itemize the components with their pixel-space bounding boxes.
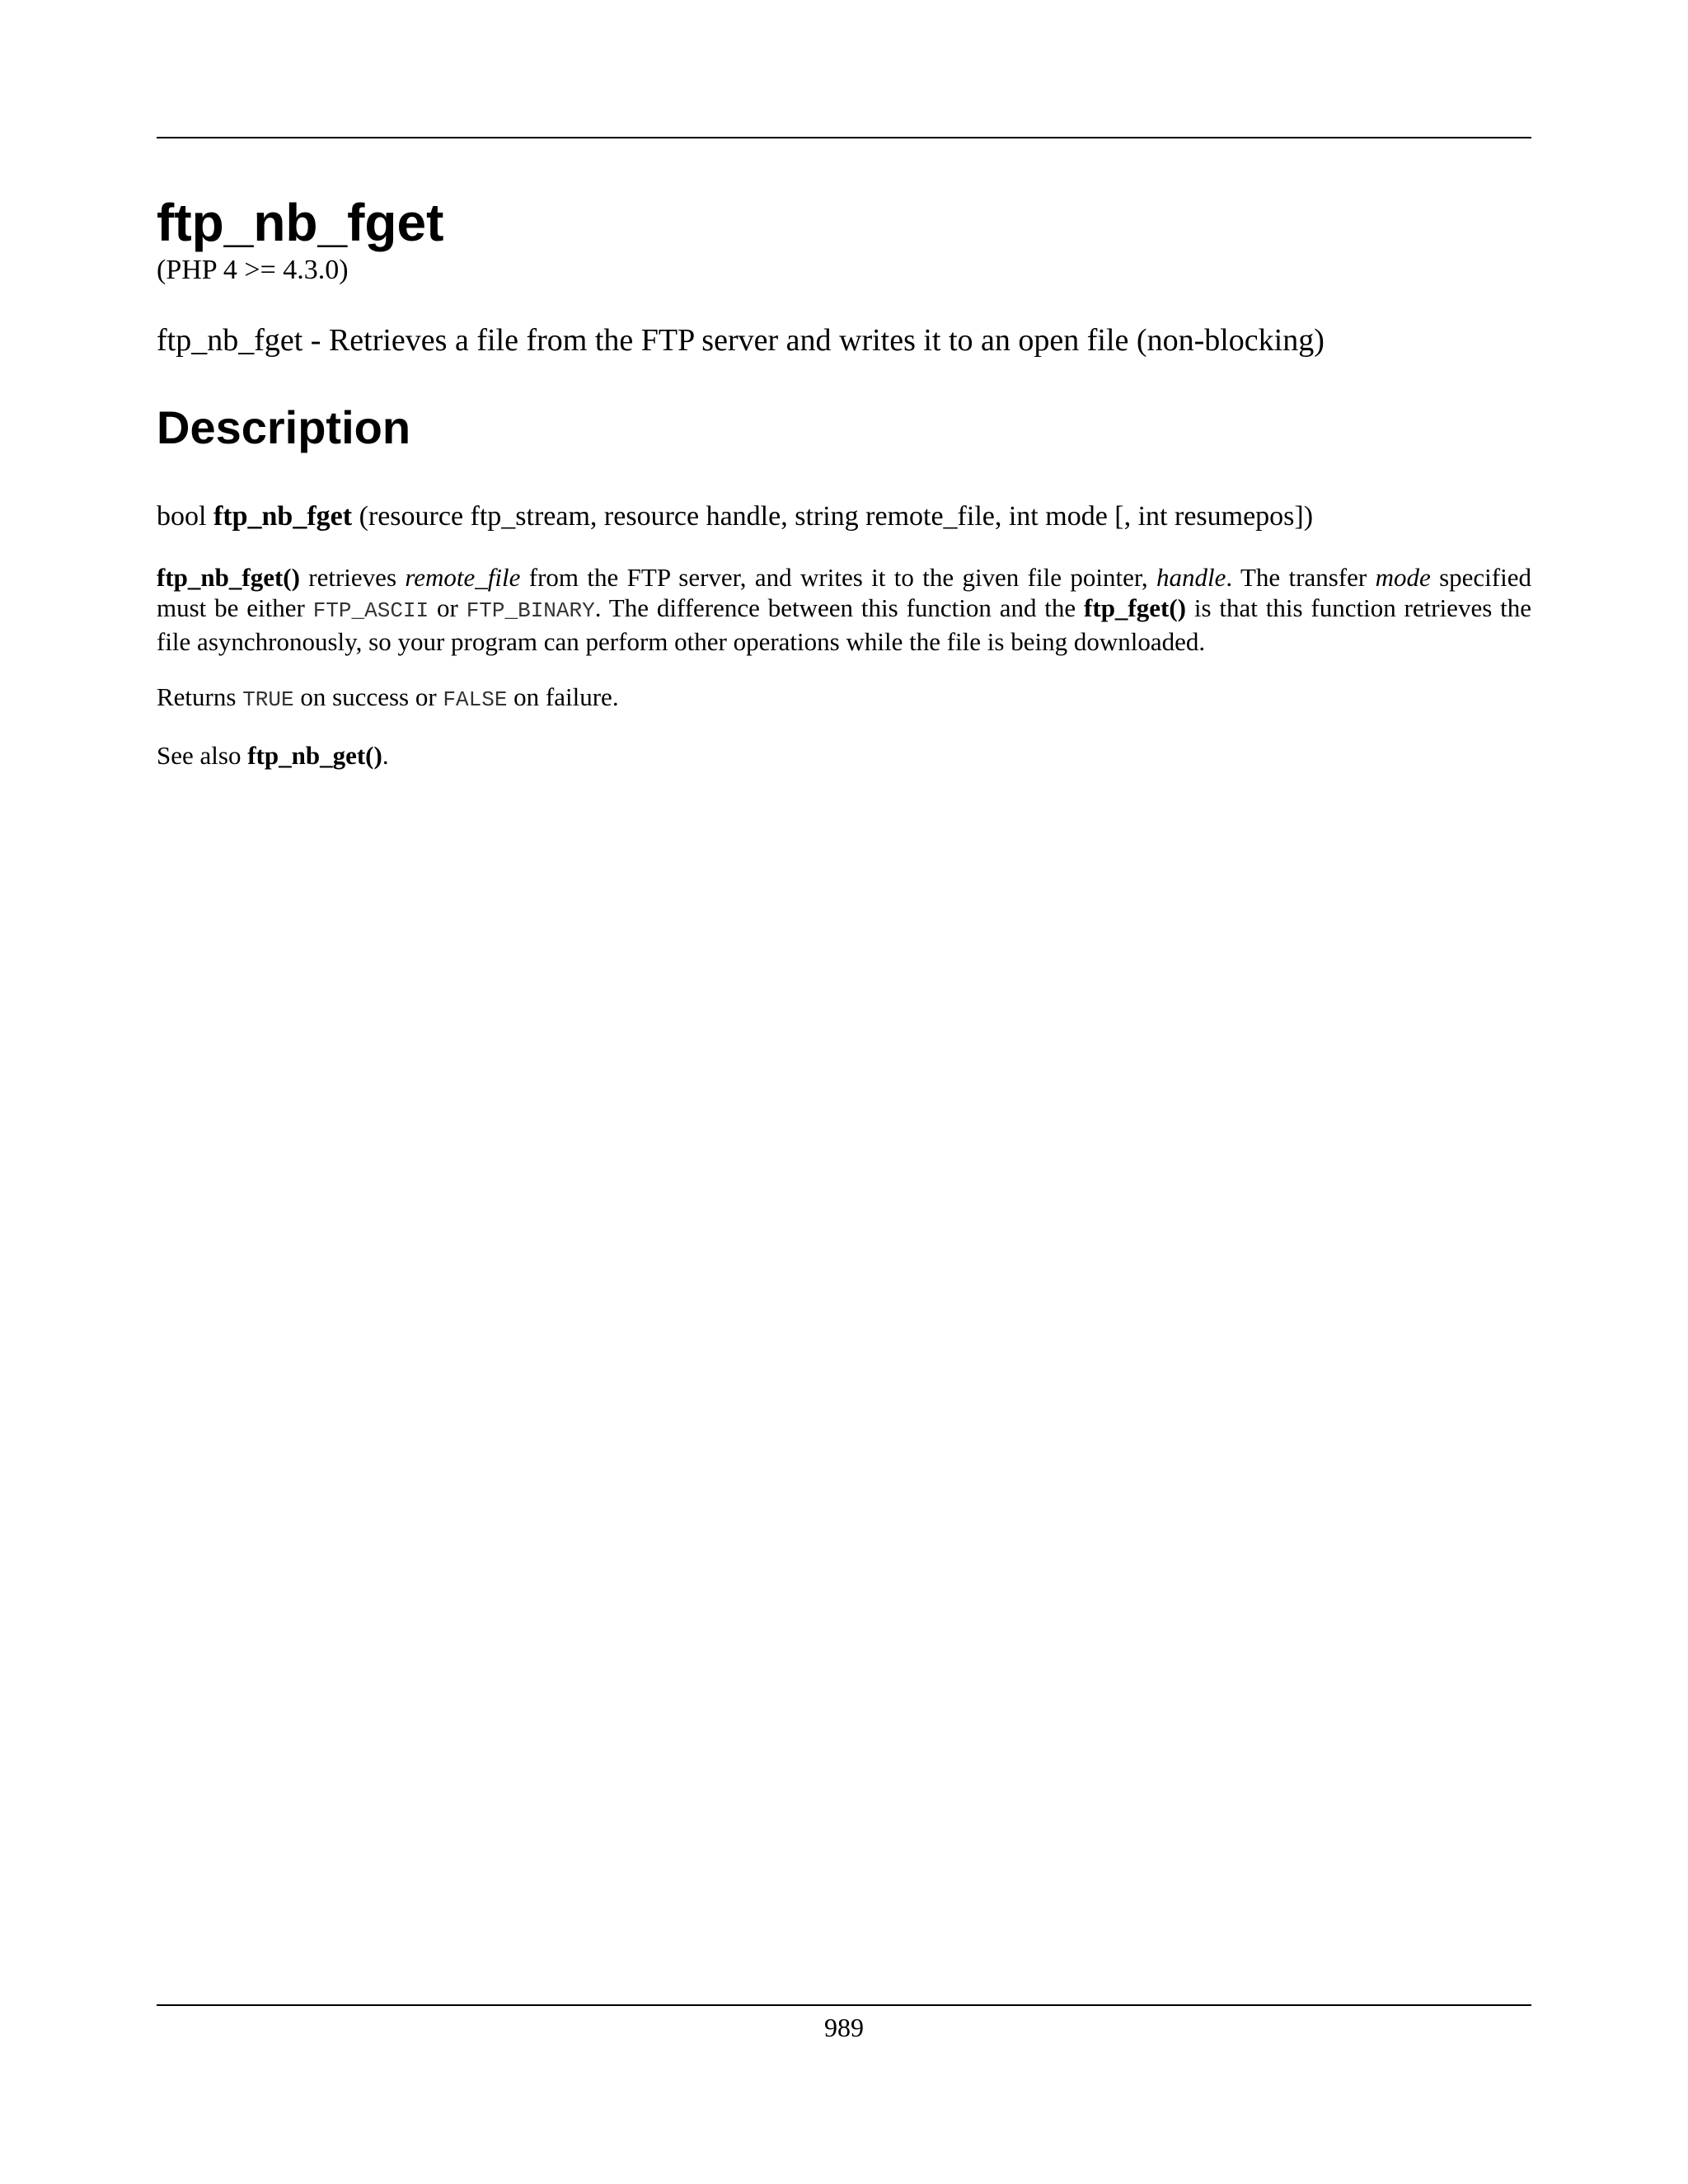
text: . The difference between this function and the [594,593,1085,622]
text: on failure. [507,682,619,711]
page-number: 989 [824,2013,864,2042]
description-heading: Description [157,401,411,453]
footer-rule [157,2004,1531,2006]
param-handle: handle [1156,563,1226,592]
function-ref: ftp_nb_fget() [157,563,300,592]
constant-false: FALSE [443,687,508,712]
page-content [157,191,1531,771]
text: . [382,741,389,770]
text: . The transfer [1226,563,1376,592]
function-synopsis [157,499,1531,534]
constant-ftp-ascii: FTP_ASCII [312,598,429,623]
version-info: (PHP 4 >= 4.3.0) [157,255,349,285]
synopsis-function-name: ftp_nb_fget [213,501,353,532]
page-title: ftp_nb_fget [157,193,444,252]
synopsis-return-type: bool [157,501,207,532]
see-also-paragraph [157,740,1531,771]
text: or [429,593,467,622]
constant-ftp-binary: FTP_BINARY [466,598,595,623]
text: specified must be either [157,563,1531,622]
text: on success or [293,682,443,711]
text: See also [157,741,248,770]
param-mode: mode [1375,563,1431,592]
function-ref-ftp-fget: ftp_fget() [1084,593,1186,622]
return-value-paragraph [157,682,1531,715]
synopsis-params: (resource ftp_stream, resource handle, string remote_file, int mode [, int resumepos]) [359,501,1314,532]
header-rule [157,137,1531,138]
text: is that this function retrieves the file asynchronously, so your program can perform other operations while the file is being downloaded. [157,593,1531,656]
constant-true: TRUE [242,687,294,712]
text: retrieves [299,563,406,592]
ref-purpose: ftp_nb_fget - Retrieves a file from the FTP server and writes it to an open file (non-blocking) [157,323,1325,358]
param-remote-file: remote_file [405,563,521,592]
text: from the FTP server, and writes it to the given file pointer, [520,563,1157,592]
text: Returns [157,682,243,711]
see-also-link[interactable]: ftp_nb_get() [247,741,382,770]
description-paragraph [157,562,1531,657]
